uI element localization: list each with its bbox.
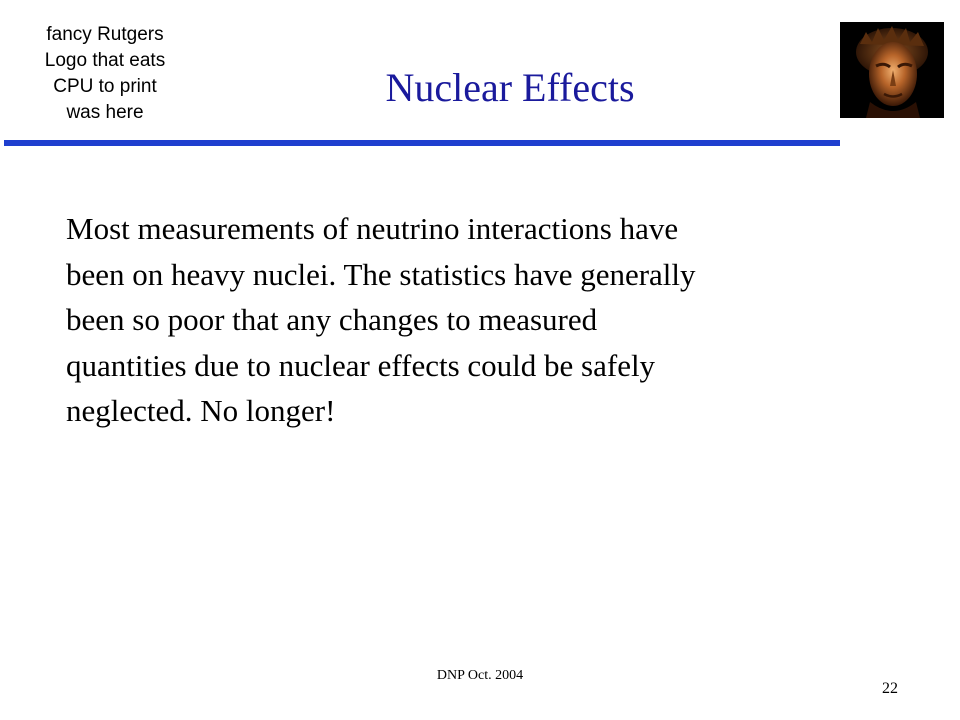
slide-body-text: Most measurements of neutrino interactions have been on heavy nuclei. The statistics have generally been so poor that any changes to measured quantities due to nuclear effects could be safely neglected. No longer!	[66, 211, 696, 428]
logo-note-line: CPU to print	[53, 76, 157, 97]
portrait-image	[840, 22, 944, 118]
footer-text: DNP Oct. 2004	[436, 668, 524, 683]
logo-note-line: fancy Rutgers	[46, 24, 164, 45]
logo-note-line: Logo that eats	[44, 50, 166, 71]
logo-note-line: was here	[66, 102, 144, 123]
bronze-head-portrait-icon	[840, 22, 944, 118]
logo-placeholder-note	[0, 22, 210, 126]
slide-title: Nuclear Effects	[385, 65, 635, 110]
title-divider	[4, 140, 840, 146]
page-number: 22	[882, 680, 898, 697]
